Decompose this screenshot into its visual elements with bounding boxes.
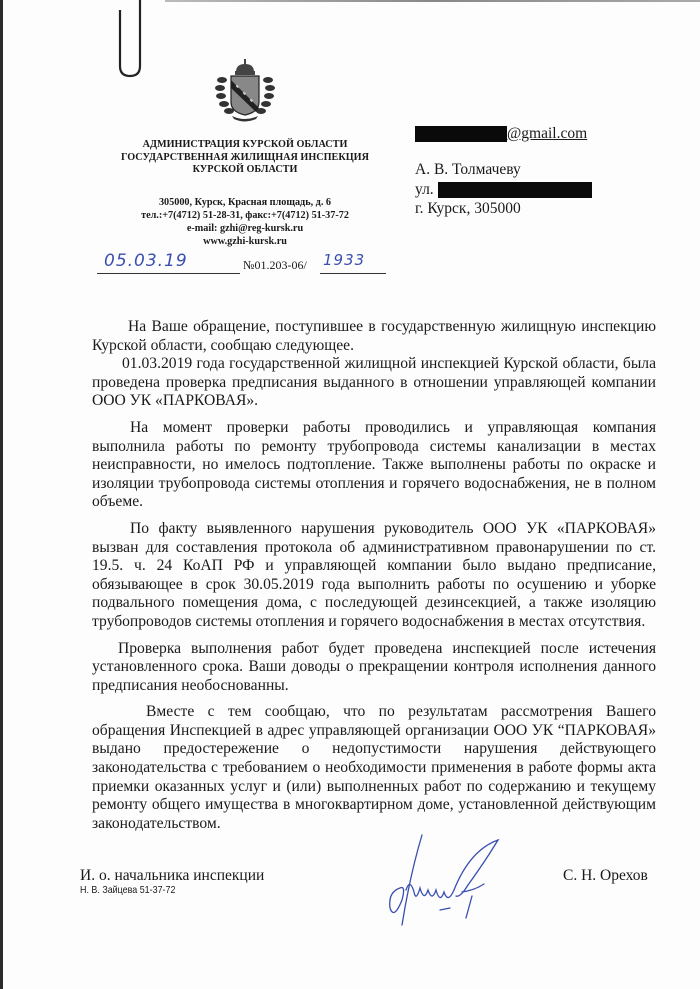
recipient-city: г. Курск, 305000 [415, 200, 521, 217]
recipient-address [415, 160, 592, 219]
recipient-name: А. В. Толмачеву [415, 161, 521, 178]
handwritten-signature-icon [380, 830, 510, 940]
registration-number: 1933 [323, 251, 366, 269]
reg-number-underline [320, 273, 386, 274]
street-prefix: ул. [415, 180, 434, 198]
paragraph: На Ваше обращение, поступившее в государственную жилищную инспекцию Курской области, сообщаю следующее. [92, 318, 656, 354]
org-line: ГОСУДАРСТВЕННАЯ ЖИЛИЩНАЯ ИНСПЕКЦИЯ [121, 151, 369, 163]
signer-name: С. Н. Орехов [563, 867, 648, 884]
organization-name [100, 139, 390, 177]
org-website: www.gzhi-kursk.ru [203, 236, 287, 247]
paragraph: Вместе с тем сообщаю, что по результатам рассмотрения Вашего обращения Инспекцией в адрес управляющей организации ООО УК “ПАРКОВАЯ» выдано предостережение о недопустимости нарушения действующего законодательства с требованием о необходимости применения в работе формы акта приемки оказанных услуг и (или) выполненных работ по содержанию и текущему ремонту общего имущества в многоквартирном доме, установленной действующим законодательством. [92, 703, 656, 832]
recipient-street [415, 180, 592, 200]
paragraph: 01.03.2019 года государственной жилищной инспекцией Курской области, была проведена проверка предписания выданного в отношении управляющей компании ООО УК «ПАРКОВАЯ». [92, 355, 656, 410]
org-phone-fax: тел.:+7(4712) 51-28-31, факс:+7(4712) 51-37-72 [141, 210, 349, 221]
paragraph: На момент проверки работы проводились и управляющая компания выполнила работы по ремонту трубопровода системы канализации в местах неисправности, но имелось подтопление. Также выполнены работы по окраске и изоляции трубопровода системы отопления и горячего водоснабжения, не в полном объеме. [92, 418, 656, 511]
executor-contact: Н. В. Зайцева 51-37-72 [80, 884, 176, 896]
recipient-email-domain: @gmail.com [507, 125, 588, 142]
redaction-bar [438, 182, 592, 198]
paragraph: По факту выявленного нарушения руководитель ООО УК «ПАРКОВАЯ» вызван для составления протокола об административном правонарушении по ст. 19.5. ч. 24 КоАП РФ и управляющей компании было выдано предписание, обязывающее в срок 30.05.2019 года выполнить работы по осушению и уборке подвального помещения дома, с последующей дезинсекцией, а также изоляцию трубопроводов системы отопления и горячего водоснабжения в местах отсутствия. [92, 519, 656, 630]
registration-number-prefix: №01.203-06/ [243, 258, 307, 272]
paper-clip-icon [100, 0, 150, 80]
organization-contacts [85, 196, 405, 248]
redaction-bar [415, 126, 507, 142]
org-address: 305000, Курск, Красная площадь, д. 6 [158, 197, 332, 208]
signer-title: И. о. начальника инспекции [80, 867, 265, 884]
recipient-email [415, 125, 587, 143]
letter-body [92, 318, 656, 833]
kursk-coat-of-arms-icon [212, 58, 278, 122]
org-line: АДМИНИСТРАЦИЯ КУРСКОЙ ОБЛАСТИ [142, 139, 348, 150]
registration-date: 05.03.19 [104, 251, 188, 271]
org-line: КУРСКОЙ ОБЛАСТИ [192, 164, 298, 175]
org-email: e-mail: gzhi@reg-kursk.ru [186, 223, 304, 234]
scan-top-edge [165, 0, 700, 2]
paragraph: Проверка выполнения работ будет проведена инспекцией после истечения установленного срока. Ваши доводы о прекращении контроля исполнения данного предписания необоснованны. [92, 639, 656, 694]
reg-date-underline [97, 273, 240, 274]
scan-left-edge [0, 0, 3, 989]
